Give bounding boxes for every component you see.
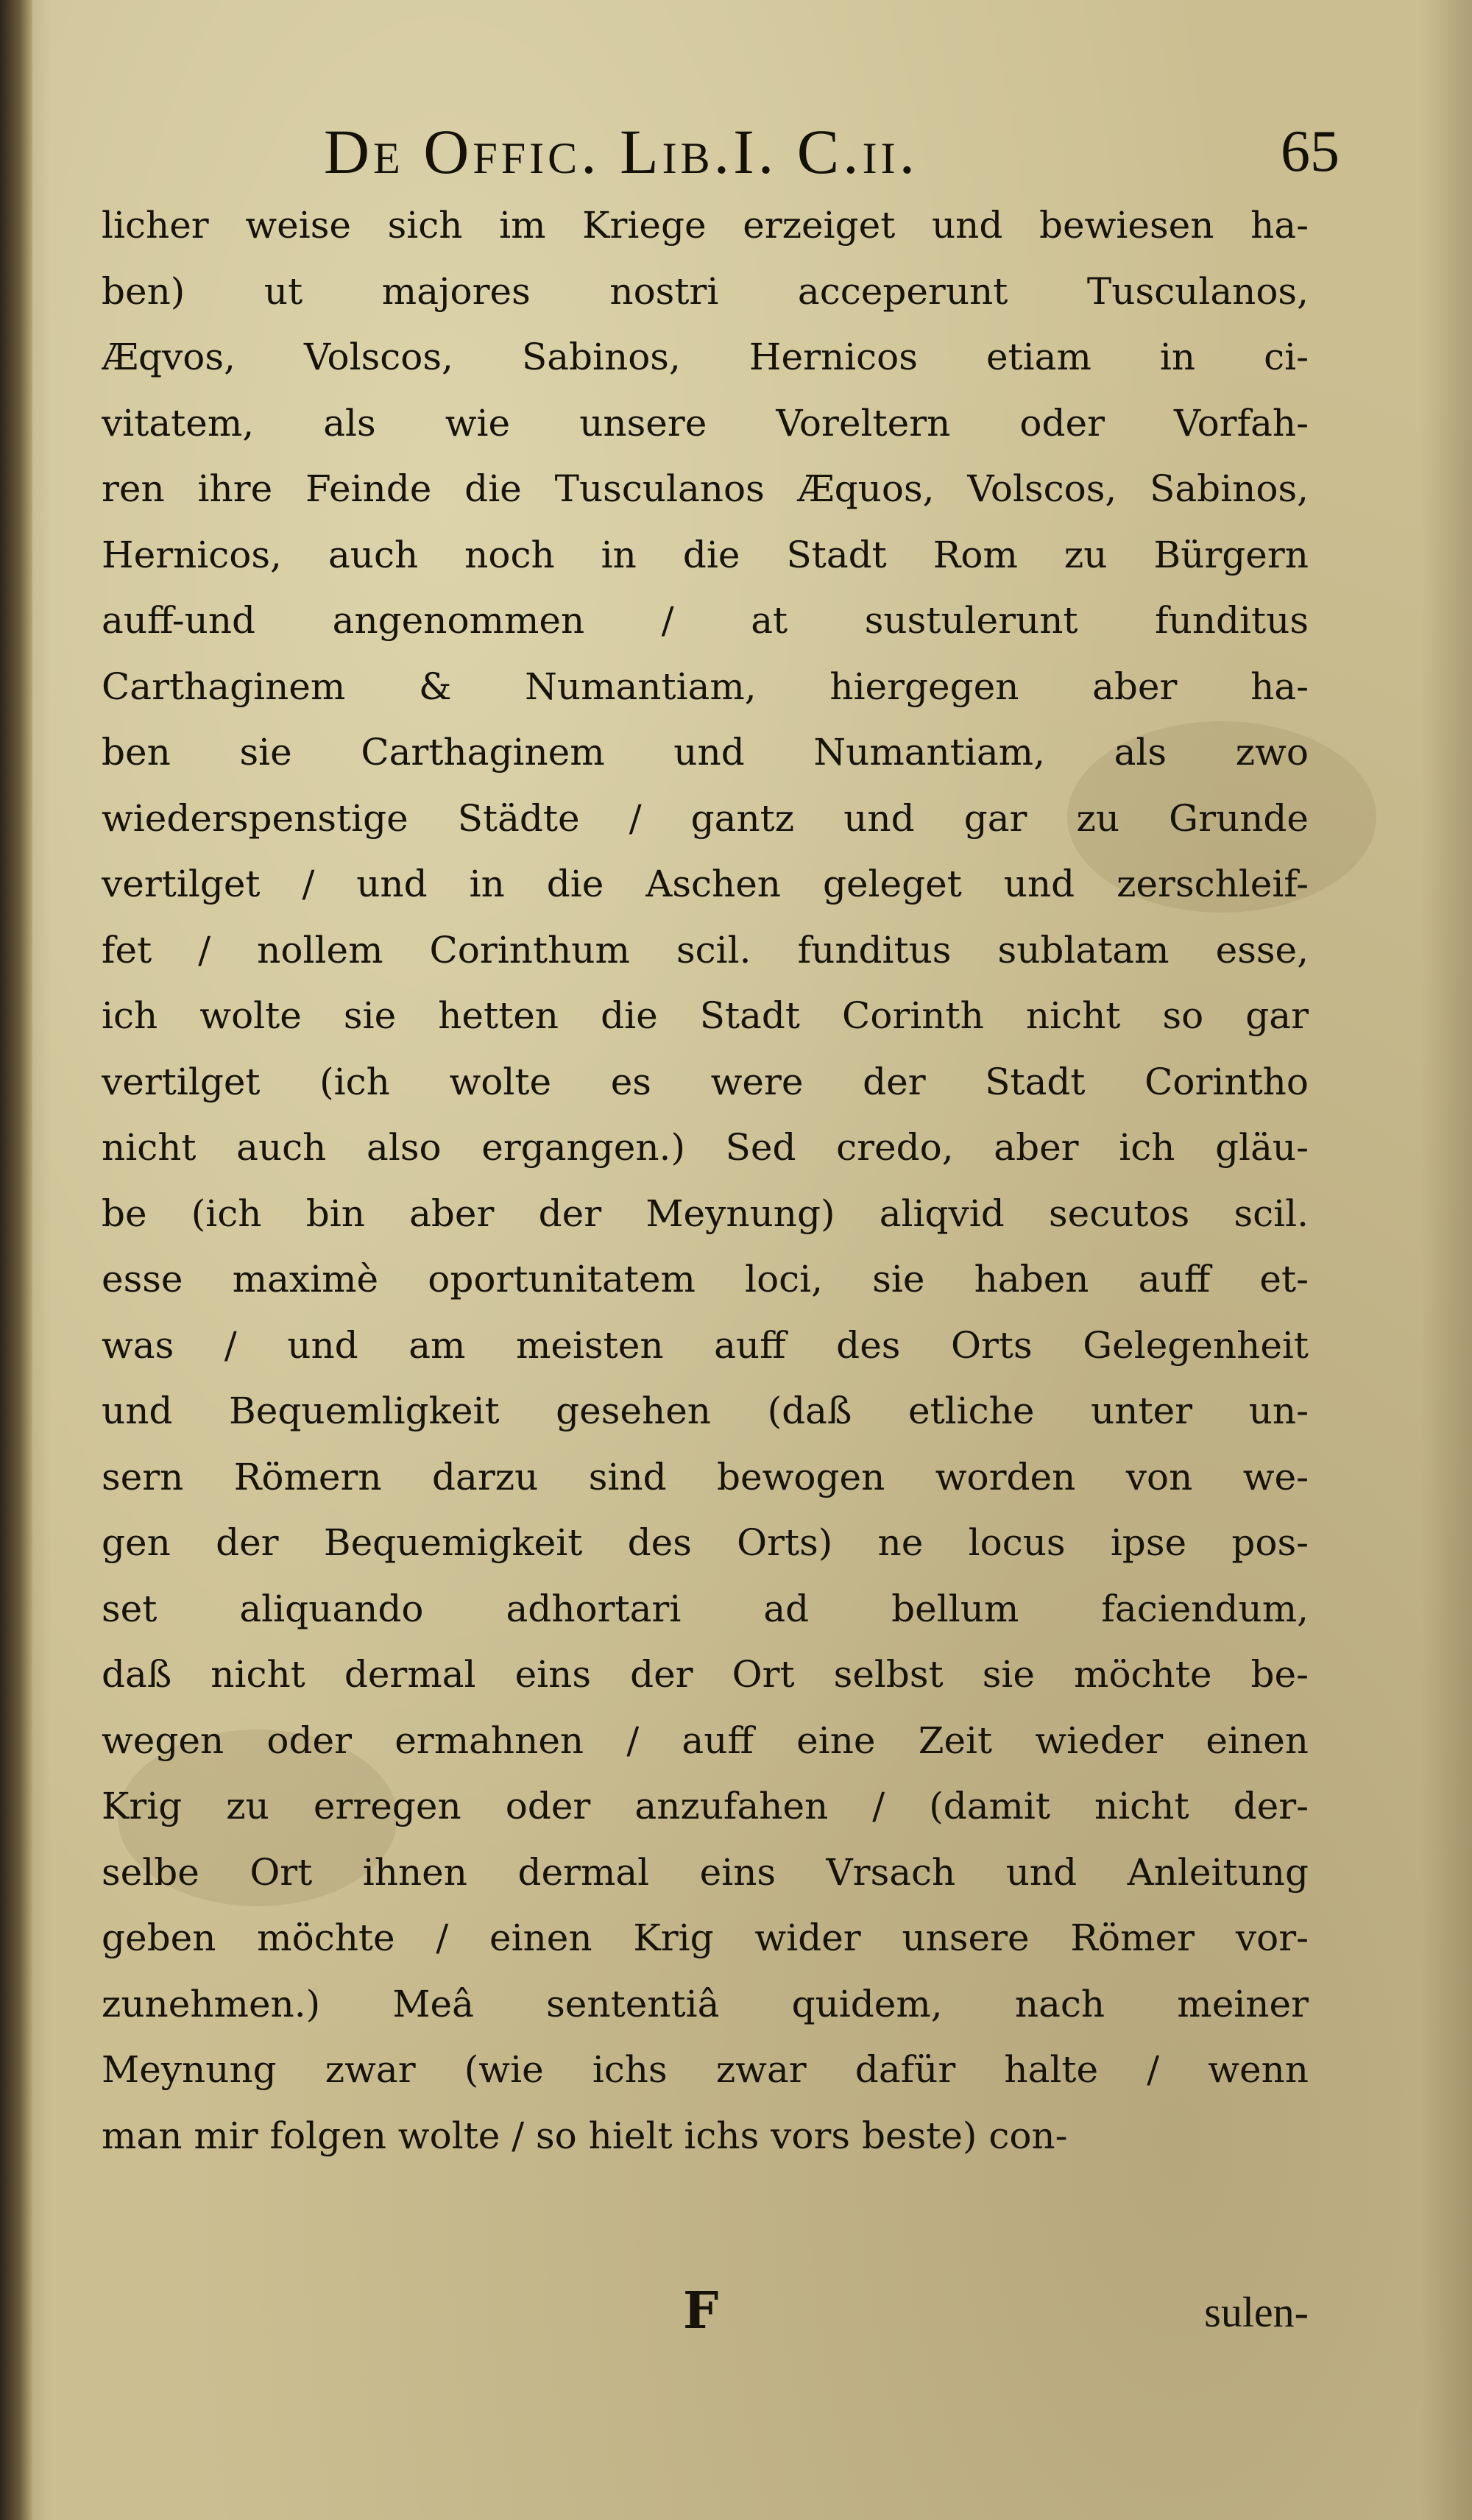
text-line: ich wolte sie hetten die Stadt Corinth nicht so gar (102, 994, 1309, 1037)
book-binding-edge (0, 0, 32, 2520)
text-line: set aliquando adhortari ad bellum faciendum, (102, 1587, 1309, 1630)
text-line: wiederspenstige Städte / gantz und gar zu Grunde (102, 796, 1309, 840)
text-line: fet / nollem Corinthum scil. funditus sublatam esse, (102, 928, 1309, 971)
text-line: licher weise sich im Kriege erzeiget und bewiesen ha- (102, 204, 1309, 247)
page-number: 65 (1281, 119, 1340, 184)
text-line: Hernicos, auch noch in die Stadt Rom zu Bürgern (102, 533, 1309, 576)
text-line: wegen oder ermahnen / auff eine Zeit wieder einen (102, 1719, 1309, 1762)
catchword: sulen- (1204, 2288, 1309, 2336)
text-line: vertilget / und in die Aschen geleget und zerschleif- (102, 863, 1309, 905)
text-line: was / und am meisten auff des Orts Gelegenheit (102, 1323, 1309, 1367)
signature-mark: F (683, 2282, 719, 2340)
text-line: vitatem, als wie unsere Voreltern oder Vorfah- (102, 401, 1309, 445)
text-line: auff-und angenommen / at sustulerunt funditus (102, 599, 1309, 642)
text-line: Krig zu erregen oder anzufahen / (damit nicht der- (102, 1785, 1309, 1827)
body-text (102, 193, 1309, 2169)
text-line: Carthaginem & Numantiam, hiergegen aber ha- (102, 665, 1309, 708)
text-line: Æqvos, Volscos, Sabinos, Hernicos etiam in ci- (102, 336, 1309, 378)
page-header (324, 110, 1340, 191)
text-line: geben möchte / einen Krig wider unsere Römer vor- (102, 1916, 1309, 1959)
text-line: daß nicht dermal eins der Ort selbst sie möchte be- (102, 1653, 1309, 1696)
text-line: gen der Bequemigkeit des Orts) ne locus ipse pos- (102, 1521, 1309, 1564)
running-title: De Offic. Lib.I. C.ii. (324, 116, 919, 187)
text-line: esse maximè oportunitatem loci, sie haben auff et- (102, 1258, 1309, 1300)
text-line: ren ihre Feinde die Tusculanos Æquos, Volscos, Sabinos, (102, 467, 1309, 510)
text-line: ben) ut majores nostri acceperunt Tusculanos, (102, 269, 1309, 313)
text-line: vertilget (ich wolte es were der Stadt Corintho (102, 1060, 1309, 1103)
text-line: zunehmen.) Meâ sententiâ quidem, nach meiner (102, 1982, 1309, 2025)
page-footer (102, 2282, 1309, 2362)
text-line: Meynung zwar (wie ichs zwar dafür halte / wenn (102, 2048, 1309, 2091)
text-line: man mir folgen wolte / so hielt ichs vors beste) con- (102, 2114, 1068, 2157)
text-line: und Bequemligkeit gesehen (daß etliche unter un- (102, 1390, 1309, 1432)
text-line: sern Römern darzu sind bewogen worden von we- (102, 1455, 1309, 1498)
text-line: be (ich bin aber der Meynung) aliqvid secutos scil. (102, 1192, 1309, 1235)
text-line: ben sie Carthaginem und Numantiam, als zwo (102, 731, 1309, 774)
text-line: nicht auch also ergangen.) Sed credo, aber ich gläu- (102, 1126, 1309, 1169)
text-line: selbe Ort ihnen dermal eins Vrsach und Anleitung (102, 1850, 1309, 1894)
